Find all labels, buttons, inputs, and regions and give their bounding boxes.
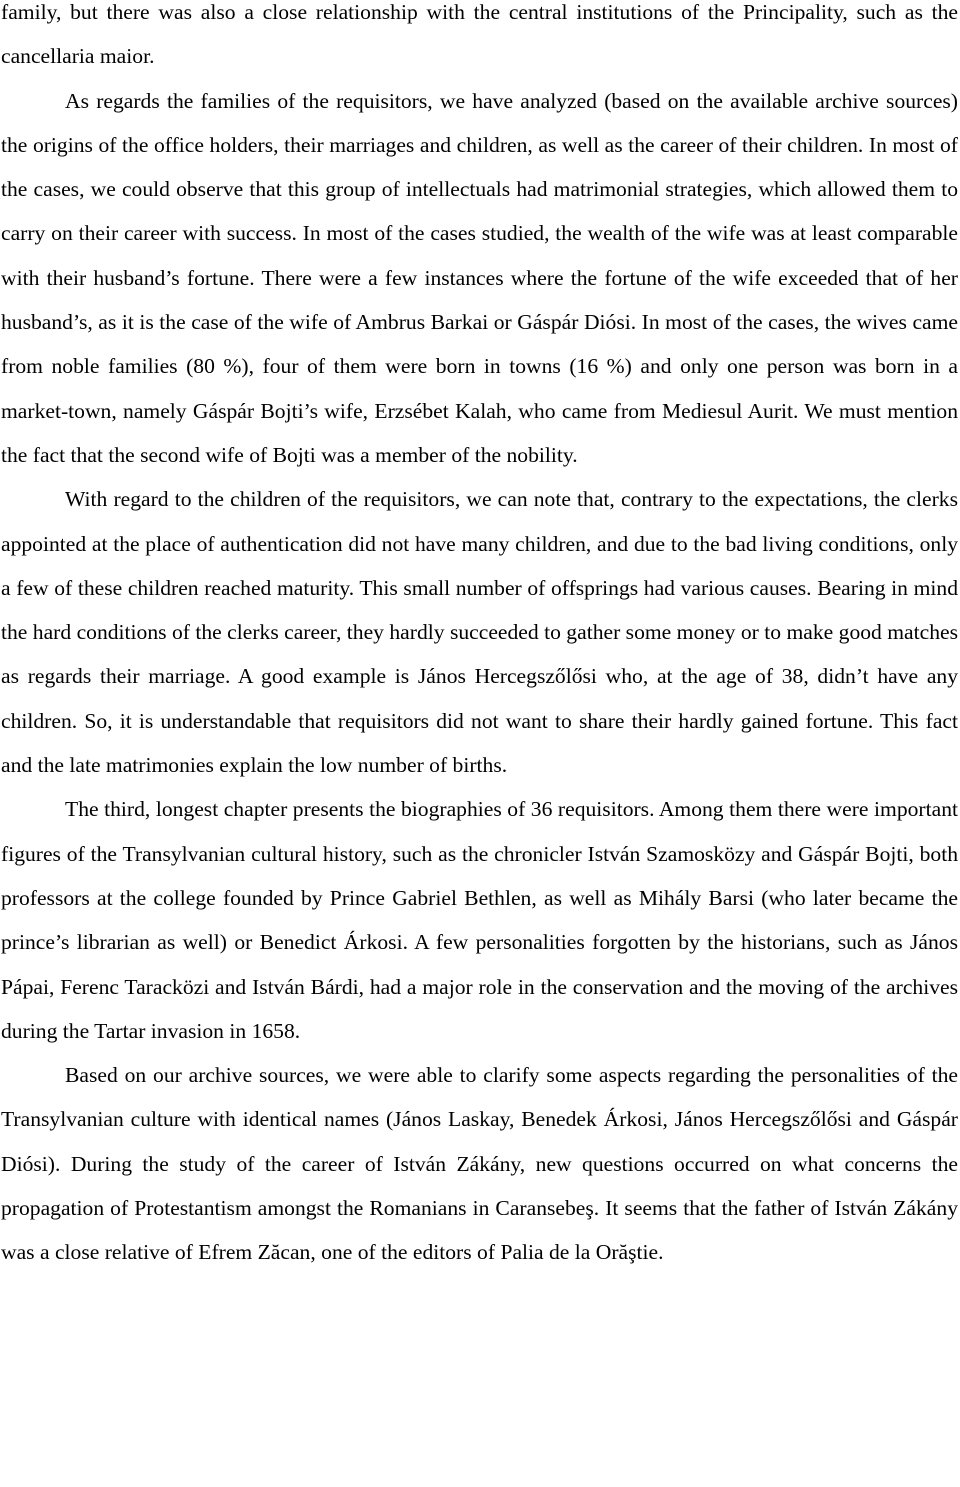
paragraph-3: With regard to the children of the requisitors, we can note that, contrary to the expectations, the clerks appointed at the place of authentication did not have many children, and due to the bad living conditions, only a few of these children reached maturity. This small number of offsprings had various causes. Bearing in mind the hard conditions of the clerks career, they hardly succeeded to gather some money or to make good matches as regards their marriage. A good example is János Hercegszőlősi who, at the age of 38, didn’t have any children. So, it is understandable that requisitors did not want to share their hardly gained fortune. This fact and the late matrimonies explain the low number of births. (1, 487, 958, 778)
paragraph-4: The third, longest chapter presents the biographies of 36 requisitors. Among them there were important figures of the Transylvanian cultural history, such as the chronicler István Szamosközy and Gáspár Bojti, both professors at the college founded by Prince Gabriel Bethlen, as well as Mihály Barsi (who later became the prince’s librarian as well) or Benedict Árkosi. A few personalities forgotten by the historians, such as János Pápai, Ferenc Taracközi and István Bárdi, had a major role in the conservation and the moving of the archives during the Tartar invasion in 1658. (1, 797, 958, 1043)
paragraph-2: As regards the families of the requisitors, we have analyzed (based on the available archive sources) the origins of the office holders, their marriages and children, as well as the career of their children. In most of the cases, we could observe that this group of intellectuals had matrimonial strategies, which allowed them to carry on their career with success. In most of the cases studied, the wealth of the wife was at least comparable with their husband’s fortune. There were a few instances where the fortune of the wife exceeded that of her husband’s, as it is the case of the wife of Ambrus Barkai or Gáspár Diósi. In most of the cases, the wives came from noble families (80 %), four of them were born in towns (16 %) and only one person was born in a market-town, namely Gáspár Bojti’s wife, Erzsébet Kalah, who came from Mediesul Aurit. We must mention the fact that the second wife of Bojti was a member of the nobility. (1, 88, 958, 467)
paragraph-1: family, but there was also a close relationship with the central institutions of the Principality, such as the cancellaria maior. (1, 0, 958, 69)
paragraph-5: Based on our archive sources, we were able to clarify some aspects regarding the personalities of the Transylvanian culture with identical names (János Laskay, Benedek Árkosi, János Hercegszőlősi and Gáspár Diósi). During the study of the career of István Zákány, new questions occurred on what concerns the propagation of Protestantism amongst the Romanians in Caransebeş. It seems that the father of István Zákány was a close relative of Efrem Zăcan, one of the editors of Palia de la Orăştie. (1, 1063, 958, 1265)
